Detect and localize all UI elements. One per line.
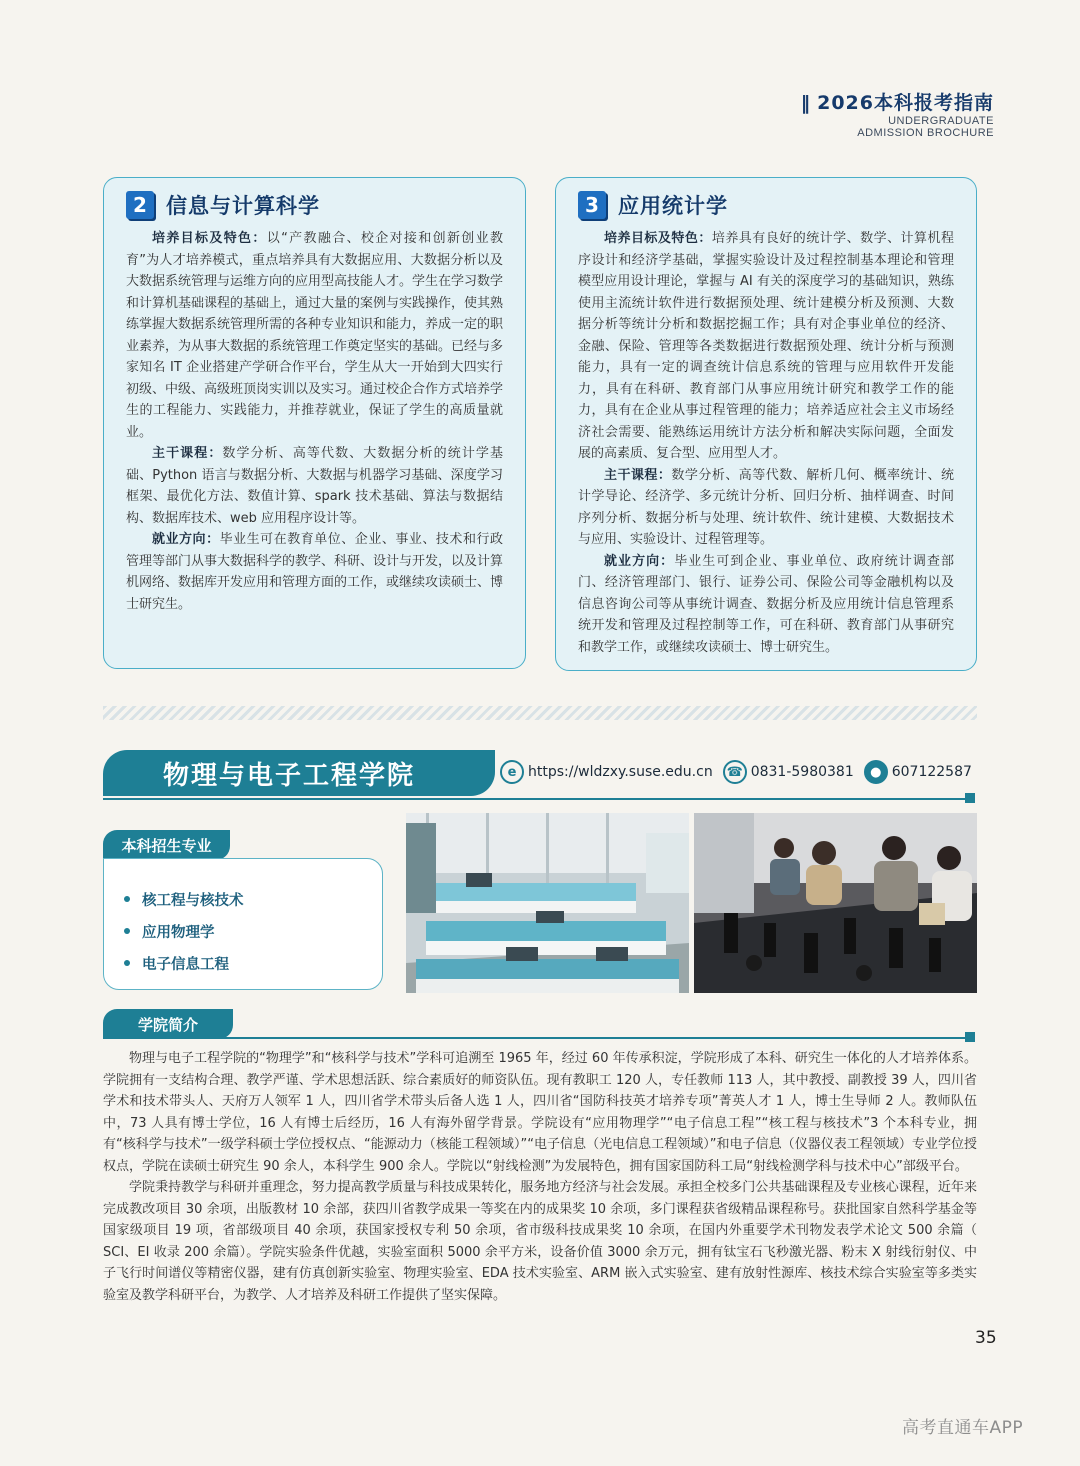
page-number: 35	[975, 1328, 997, 1348]
list-item: 应用物理学	[124, 915, 382, 947]
major-number-badge: 3	[578, 191, 606, 219]
major-card-info-computing	[103, 177, 526, 669]
intro-paragraph: 学院秉持教学与科研并重理念，努力提高教学质量与科技成果转化，服务地方经济与社会发展。承担全校多门公共基础课程及专业核心课程，近年来完成教改项目 30 余项，出版教材 10 余部，获四川省教学成果一等奖在内的成果奖 10 余项，多门课程获省级精品课程称号。获批国家自然科学基金等国家级项目 19 项，省部级项目 40 余项，获国家授权专利 50 余项，省市级科技成果奖 10 余项，在国内外重要学术刊物发表学术论文 500 余篇（ SCI、EI 收录 200 余篇）。学院实验条件优越，实验室面积 5000 余平方米，设备价值 3000 余万元，拥有钛宝石飞秒激光器、粉末 X 射线衍射仪、中子飞行时间谱仪等精密仪器，建有仿真创新实验室、物理实验室、EDA 技术实验室、ARM 嵌入式实验室、建有放射性源库、核技术综合实验室等多类实验室及教学科研平台，为教学、人才培养及科研工作提供了坚实保障。	[103, 1180, 977, 1303]
banner-rule	[103, 798, 969, 800]
banner-rule-end	[965, 793, 975, 803]
list-item: 电子信息工程	[124, 947, 382, 979]
college-website[interactable]: https://wldzxy.suse.edu.cn	[528, 764, 713, 780]
list-item: 核工程与核技术	[124, 883, 382, 915]
intro-label: 学院简介	[103, 1009, 233, 1039]
browser-icon: e	[500, 760, 524, 784]
double-bar-icon: ‖	[800, 92, 812, 114]
page-header	[801, 88, 994, 139]
college-phone: 0831-5980381	[750, 764, 854, 780]
phone-icon: ☎	[723, 760, 747, 784]
intro-rule	[103, 1037, 969, 1039]
college-contact	[500, 758, 982, 786]
intro-paragraph: 物理与电子工程学院的“物理学”和“核科学与技术”学科可追溯至 1965 年，经过 60 年传承积淀，学院形成了本科、研究生一体化的人才培养体系。学院拥有一支结构合理、教学严谨、学术思想活跃、综合素质好的师资队伍。现有教职工 120 人，专任教师 113 人，其中教授、副教授 39 人，四川省学术和技术带头人、天府万人领军 1 人，四川省学术带头后备人选 1 人，四川省“国防科技英才培养专项”菁英人才 1 人，博士生导师 2 人。教师队伍中，73 人具有博士学位，16 人有博士后经历，16 人有海外留学背景。学院设有“应用物理学”“电子信息工程”“核工程与核技术”3 个本科专业，拥有“核科学与技术”一级学科硕士学位授权点、“能源动力（核能工程领域）”“电子信息（光电信息工程领域）”和电子信息（仪器仪表工程领域）专业学位授权点，学院在读硕士研究生 90 余人，本科学生 900 余人。学院以“射线检测”为发展特色，拥有国家国防科工局“射线检测学科与技术中心”部级平台。	[103, 1051, 977, 1174]
majors-list	[103, 858, 383, 990]
intro-rule-end	[965, 1032, 975, 1042]
major-paragraph: 主干课程：数学分析、高等代数、大数据分析的统计学基础、Python 语言与数据分析、大数据与机器学习基础、深度学习框架、最优化方法、数值计算、spark 技术基础、算法与数据结构、数据库技术、web 应用程序设计等。	[126, 446, 503, 526]
majors-list-label: 本科招生专业	[103, 830, 230, 860]
major-paragraph: 就业方向：毕业生可在教育单位、企业、事业、技术和行政管理等部门从事大数据科学的教学、科研、设计与开发，以及计算机网络、数据库开发应用和管理方面的工作，或继续攻读硕士、博士研究生。	[126, 532, 504, 612]
major-paragraph: 培养目标及特色：以“产教融合、校企对接和创新创业教育”为人才培养模式，重点培养具有大数据应用、大数据分析以及大数据系统管理与运维方向的应用型高技能人才。学生在学习数学和计算机基础课程的基础上，通过大量的案例与实践操作，使其熟练掌握大数据系统管理所需的各种专业知识和能力，养成一定的职业素养，为从事大数据的系统管理工作奠定坚实的基础。已经与多家知名 IT 企业搭建产学研合作平台，学生从大一开始到大四实行初级、中级、高级班顶岗实训以及实习。通过校企合作方式培养学生的工程能力、实践能力，并推荐就业，保证了学生的高质量就业。	[126, 231, 504, 440]
major-title: 信息与计算科学	[166, 194, 320, 218]
major-description	[126, 228, 503, 615]
section-divider	[103, 706, 977, 720]
lab-photo-optics	[694, 813, 977, 993]
lab-photo-classroom	[406, 813, 689, 993]
major-paragraph: 就业方向：毕业生可到企业、事业单位、政府统计调查部门、经济管理部门、银行、证券公司、保险公司等金融机构以及信息咨询公司等从事统计调查、数据分析及应用统计信息管理系统开发和管理及过程控制等工作，可在科研、教育部门从事研究和教学工作，或继续攻读硕士、博士研究生。	[578, 553, 954, 655]
qq-icon: ●	[864, 760, 888, 784]
college-qq: 607122587	[891, 764, 972, 780]
college-banner	[103, 750, 495, 796]
college-intro	[103, 1048, 977, 1306]
college-name: 物理与电子工程学院	[163, 760, 416, 791]
major-paragraph: 培养目标及特色：培养具有良好的统计学、数学、计算机程序设计和经济学基础，掌握实验设计及过程控制基本理论和管理模型应用设计理论，掌握与 AI 有关的深度学习的基础知识，熟练使用主流统计软件进行数据预处理、统计建模分析及预测、大数据分析等统计分析和数据挖掘工作；具有对企事业单位的经济、金融、保险、管理等各类数据进行数据预处理、统计分析与预测能力，具有一定的调查统计信息系统的管理与应用软件开发能力，具有在科研、教育部门从事应用统计研究和教学工作的能力，具有在企业从事过程管理的能力；培养适应社会主义市场经济社会需要、能熟练运用统计方法分析和解决实际问题，全面发展的高素质、复合型、应用型人才。	[578, 231, 954, 461]
watermark: 高考直通车APP	[902, 1418, 1024, 1438]
brochure-title: ‖ 2026本科报考指南	[800, 92, 994, 114]
major-description	[578, 228, 954, 658]
brochure-subtitle-1: UNDERGRADUATE	[888, 115, 994, 127]
major-paragraph: 主干课程：数学分析、高等代数、解析几何、概率统计、统计学导论、经济学、多元统计分析、回归分析、抽样调查、时间序列分析、数据分析与处理、统计软件、统计建模、大数据技术与应用、实验设计、过程管理等。	[578, 467, 954, 547]
major-card-applied-statistics	[555, 177, 977, 671]
major-title: 应用统计学	[618, 194, 728, 218]
major-number-badge: 2	[126, 191, 154, 219]
brochure-subtitle-2: ADMISSION BROCHURE	[857, 127, 994, 139]
